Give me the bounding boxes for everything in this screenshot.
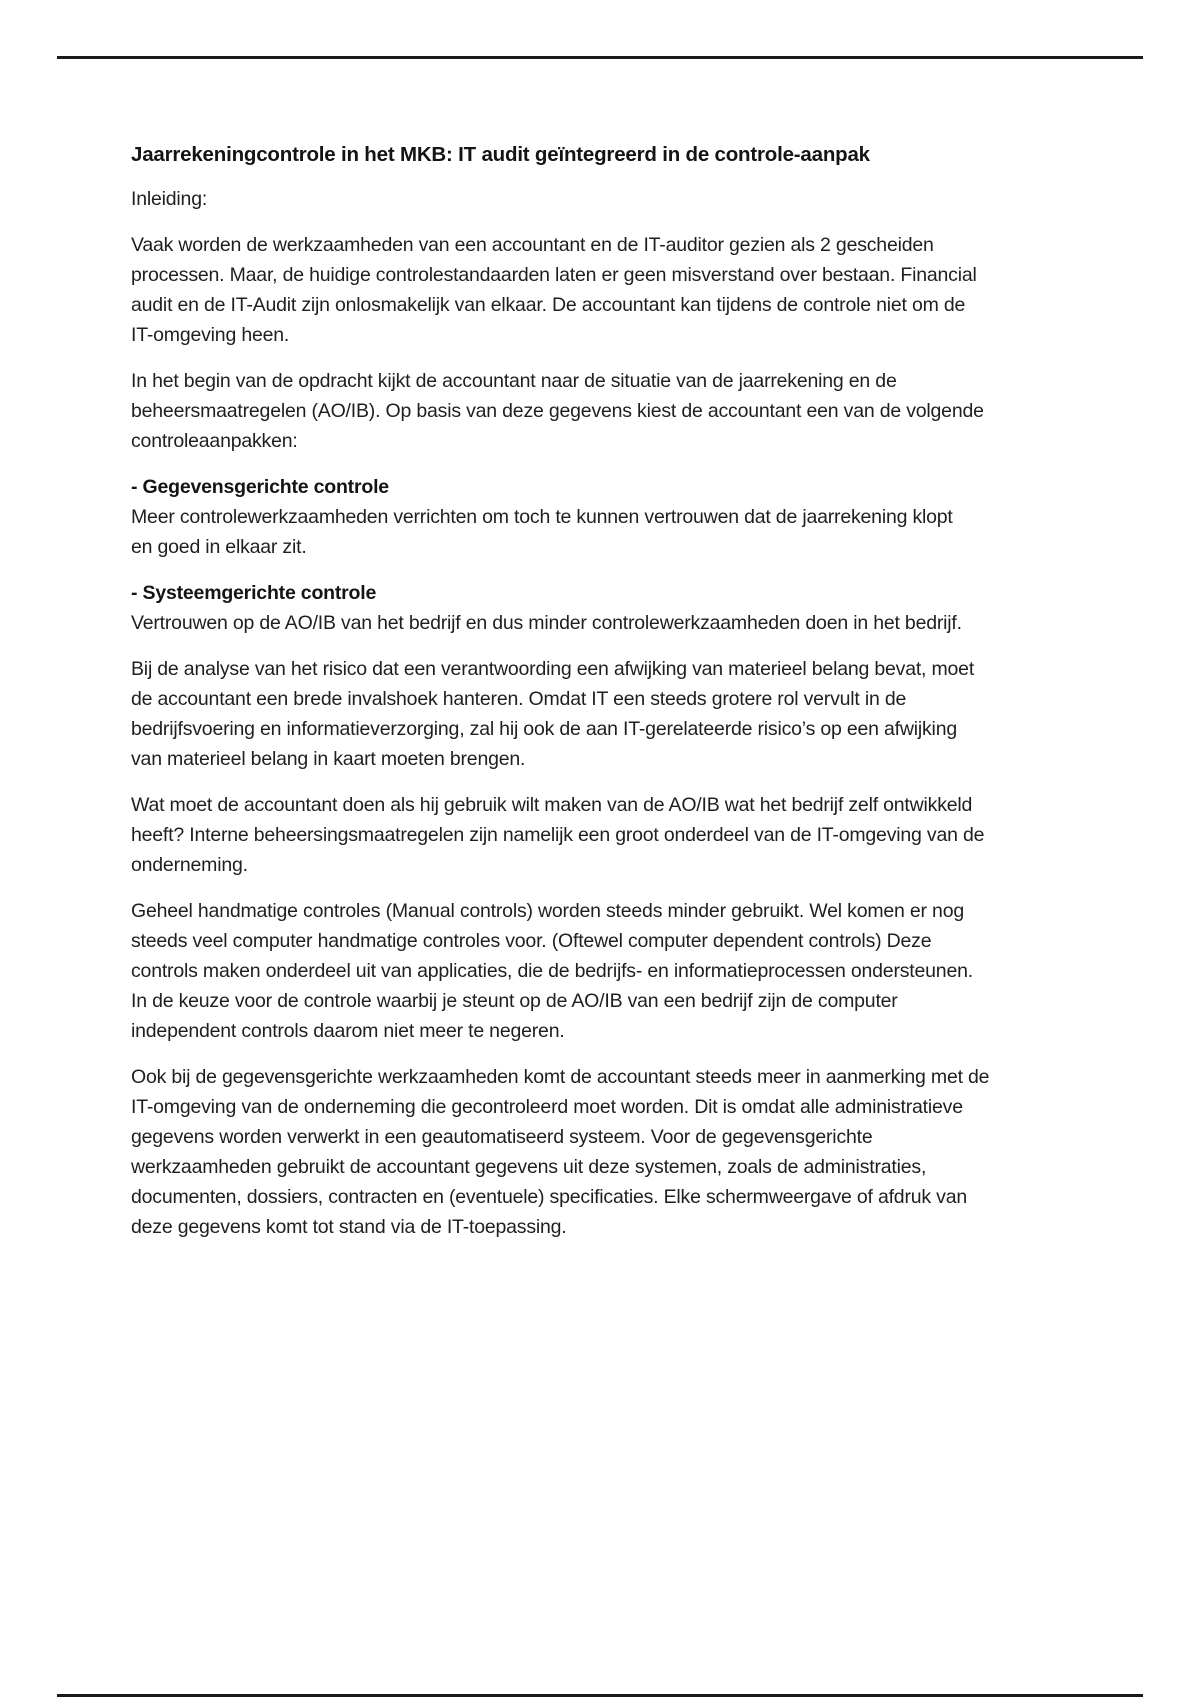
paragraph-vaak-worden	[131, 230, 1046, 350]
paragraph-in-het-begin	[131, 366, 1046, 456]
document-title: Jaarrekeningcontrole in het MKB: IT audit geïntegreerd in de controle-aanpak	[131, 143, 870, 166]
text-line: independent controls daarom niet meer te negeren.	[131, 1020, 565, 1042]
text-line: werkzaamheden gebruikt de accountant gegevens uit deze systemen, zoals de administraties,	[131, 1156, 927, 1178]
bottom-rule	[57, 1694, 1143, 1697]
text-line: steeds veel computer handmatige controles voor. (Oftewel computer dependent controls) Deze	[131, 930, 932, 952]
text-line: beheersmaatregelen (AO/IB). Op basis van deze gegevens kiest de accountant een van de volgende	[131, 400, 984, 422]
text-line: Wat moet de accountant doen als hij gebruik wilt maken van de AO/IB wat het bedrijf zelf ontwikkeld	[131, 794, 973, 816]
text-line: de accountant een brede invalshoek hanteren. Omdat IT een steeds grotere rol vervult in de	[131, 688, 907, 710]
text-line: In de keuze voor de controle waarbij je steunt op de AO/IB van een bedrijf zijn de computer	[131, 990, 898, 1012]
section-systeemgerichte-controle	[131, 578, 1046, 638]
text-line: Inleiding:	[131, 188, 208, 210]
text-line: deze gegevens komt tot stand via de IT-toepassing.	[131, 1216, 567, 1238]
text-line: Vertrouwen op de AO/IB van het bedrijf en dus minder controlewerkzaamheden doen in het bedrijf.	[131, 612, 962, 634]
text-line: documenten, dossiers, contracten en (eventuele) specificaties. Elke schermweergave of afdruk van	[131, 1186, 967, 1208]
text-line: Geheel handmatige controles (Manual controls) worden steeds minder gebruikt. Wel komen er nog	[131, 900, 964, 922]
text-line: Ook bij de gegevensgerichte werkzaamheden komt de accountant steeds meer in aanmerking met de	[131, 1066, 990, 1088]
text-line: processen. Maar, de huidige controlestandaarden laten er geen misverstand over bestaan. Financial	[131, 264, 977, 286]
section-gegevensgerichte-controle	[131, 472, 1046, 562]
text-line: heeft? Interne beheersingsmaatregelen zijn namelijk een groot onderdeel van de IT-omgeving van de	[131, 824, 985, 846]
text-line: Vaak worden de werkzaamheden van een accountant en de IT-auditor gezien als 2 gescheiden	[131, 234, 934, 256]
top-rule	[57, 56, 1143, 59]
text-line: controleaanpakken:	[131, 430, 298, 452]
text-line: van materieel belang in kaart moeten brengen.	[131, 748, 526, 770]
paragraph-wat-moet	[131, 790, 1046, 880]
paragraph-bij-de-analyse	[131, 654, 1046, 774]
text-line: Meer controlewerkzaamheden verrichten om toch te kunnen vertrouwen dat de jaarrekening klopt	[131, 506, 953, 528]
paragraph-ook-bij	[131, 1062, 1046, 1242]
intro-label	[131, 184, 1046, 214]
text-line: gegevens worden verwerkt in een geautomatiseerd systeem. Voor de gegevensgerichte	[131, 1126, 873, 1148]
text-line: controls maken onderdeel uit van applicaties, die de bedrijfs- en informatieprocessen ondersteunen.	[131, 960, 973, 982]
text-line: audit en de IT-Audit zijn onlosmakelijk van elkaar. De accountant kan tijdens de controle niet om de	[131, 294, 966, 316]
text-line: en goed in elkaar zit.	[131, 536, 307, 558]
text-line: IT-omgeving van de onderneming die gecontroleerd moet worden. Dit is omdat alle administratieve	[131, 1096, 963, 1118]
text-line: Bij de analyse van het risico dat een verantwoording een afwijking van materieel belang bevat, moet	[131, 658, 975, 680]
section-heading: - Systeemgerichte controle	[131, 582, 377, 604]
text-line: IT-omgeving heen.	[131, 324, 290, 346]
document-content	[131, 140, 1046, 1258]
section-heading: - Gegevensgerichte controle	[131, 476, 389, 498]
text-line: onderneming.	[131, 854, 248, 876]
text-line: bedrijfsvoering en informatieverzorging, zal hij ook de aan IT-gerelateerde risico’s op een afwijking	[131, 718, 957, 740]
text-line: In het begin van de opdracht kijkt de accountant naar de situatie van de jaarrekening en de	[131, 370, 897, 392]
paragraph-geheel-handmatige	[131, 896, 1046, 1046]
